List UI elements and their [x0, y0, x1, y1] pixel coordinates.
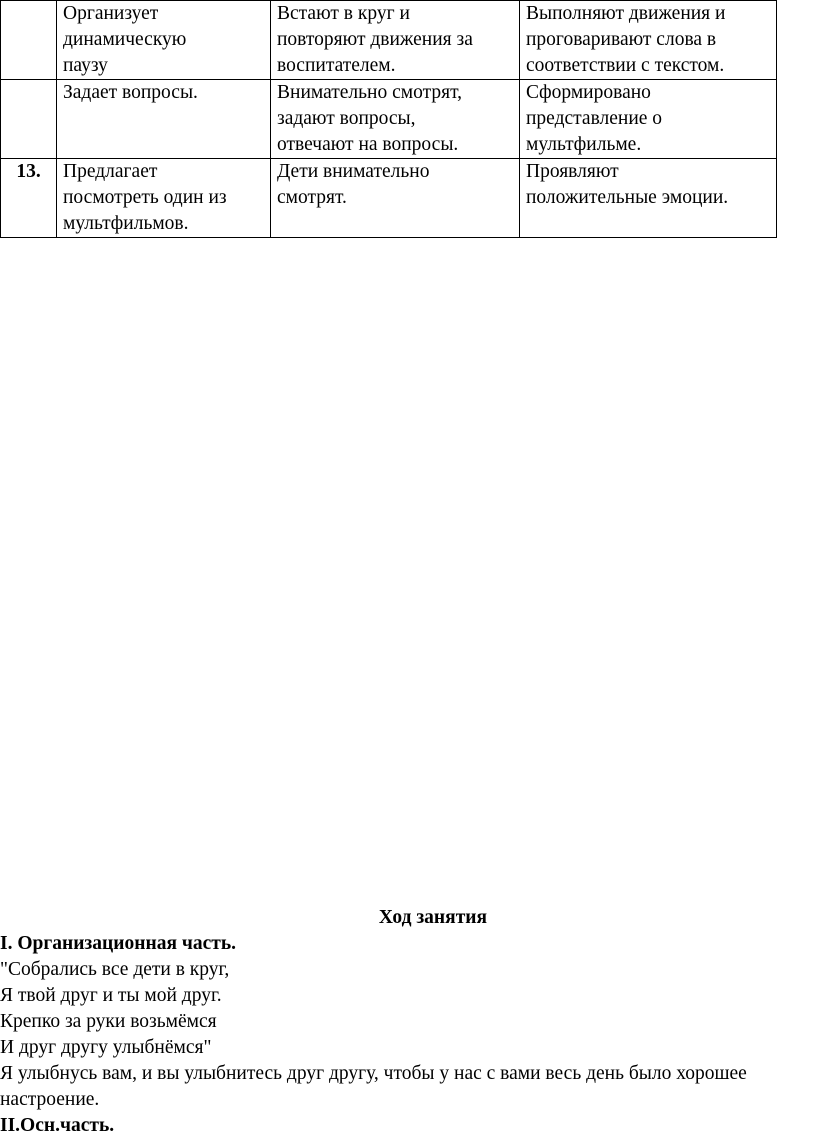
children-activity-cell: Дети внимательно смотрят.: [271, 159, 520, 238]
expected-result-cell: Сформировано представление о мультфильме.: [520, 80, 777, 159]
section-title-organizational: I. Организационная часть.: [0, 933, 237, 954]
body-paragraph: Я улыбнусь вам, и вы улыбнитесь друг другу, чтобы у нас с вами весь день было хорошее настроение.: [0, 1063, 747, 1110]
teacher-activity-cell: Предлагает посмотреть один из мультфильмов.: [57, 159, 271, 238]
lesson-section: [0, 905, 816, 1139]
row-number-cell: [1, 80, 57, 159]
section-title-main: II.Осн.часть.: [0, 1115, 115, 1136]
table-row: [1, 159, 777, 238]
poem-line: И друг другу улыбнёмся": [0, 1037, 212, 1058]
teacher-activity-cell: Организует динамическую паузу: [57, 1, 271, 80]
lesson-plan-table: [0, 0, 777, 238]
poem-line: "Собрались все дети в круг,: [0, 959, 230, 980]
row-number-cell: [1, 1, 57, 80]
table-row: [1, 80, 777, 159]
children-activity-cell: Встают в круг и повторяют движения за воспитателем.: [271, 1, 520, 80]
lesson-heading: Ход занятия: [378, 907, 488, 928]
teacher-activity-cell: Задает вопросы.: [57, 80, 271, 159]
poem-line: Я твой друг и ты мой друг.: [0, 985, 222, 1006]
poem-line: Крепко за руки возьмёмся: [0, 1011, 217, 1032]
children-activity-cell: Внимательно смотрят, задают вопросы, отвечают на вопросы.: [271, 80, 520, 159]
row-number-cell: 13.: [1, 159, 57, 238]
expected-result-cell: Проявляют положительные эмоции.: [520, 159, 777, 238]
expected-result-cell: Выполняют движения и проговаривают слова в соответствии с текстом.: [520, 1, 777, 80]
table-row: [1, 1, 777, 80]
